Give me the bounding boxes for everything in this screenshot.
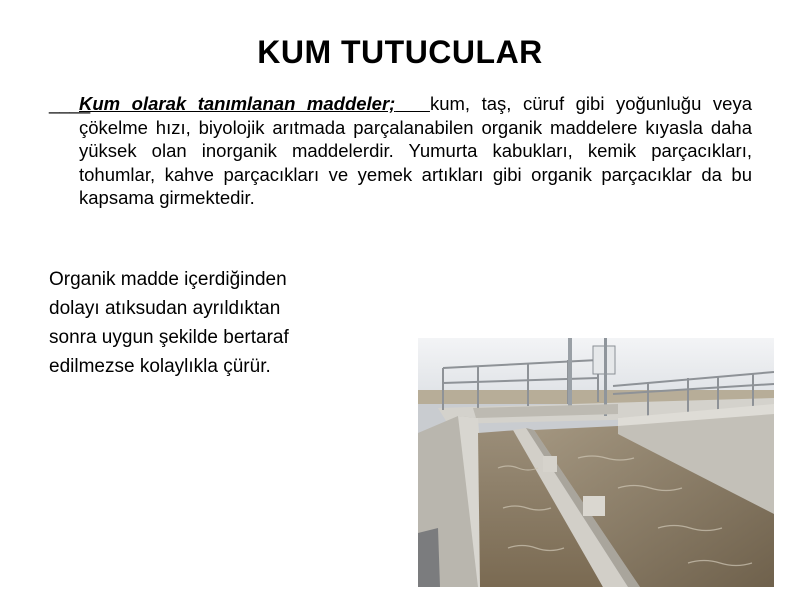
slide-title: KUM TUTUCULAR — [257, 34, 543, 70]
foreground-panel — [418, 528, 440, 587]
definition-paragraph — [49, 92, 752, 210]
side-text — [49, 265, 379, 381]
grit-chamber-illustration — [418, 338, 774, 587]
concrete-block — [543, 456, 557, 472]
definition-term: Kum olarak tanımlanan maddeler; — [79, 93, 396, 114]
side-text-line-4: edilmezse kolaylıkla çürür. — [49, 356, 271, 377]
pole — [604, 338, 607, 416]
concrete-block — [583, 496, 605, 516]
term-gap-underline — [395, 93, 430, 114]
grit-chamber-photo — [418, 338, 774, 587]
pole — [568, 338, 572, 408]
paragraph-lead-underline: ____ — [49, 93, 91, 114]
side-text-line-1: Organik madde içerdiğinden — [49, 269, 287, 290]
definition-body: kum, taş, cüruf gibi yoğunluğu veya çökelme hızı, biyolojik arıtmada parçalanabilen organik maddelere kıyasla daha yüksek olan inorganik maddelerdir. Yumurta kabukları, kemik parçacıkları, tohumlar, kahve parçacıkları ve yemek artıkları gibi organik parçacıklar da bu kapsama girmektedir. — [79, 93, 752, 208]
side-text-line-2: dolayı atıksudan ayrıldıktan — [49, 298, 281, 319]
side-text-line-3: sonra uygun şekilde bertaraf — [49, 327, 289, 348]
